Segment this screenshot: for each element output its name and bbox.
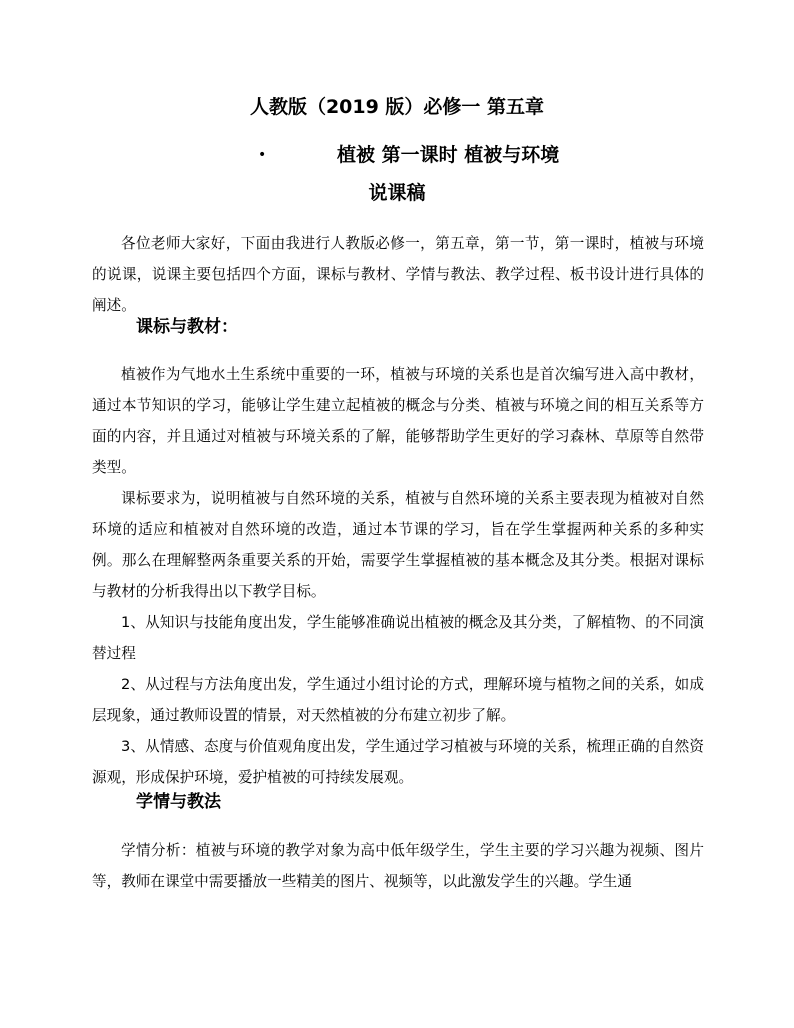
section-heading-learning: 学情与教法 — [136, 792, 221, 812]
goal-item-1: 1、从知识与技能角度出发，学生能够准确说出植被的概念及其分类，了解植物、的不同演替过程 — [92, 613, 704, 662]
lesson-title: 植被 第一课时 植被与环境 — [337, 144, 560, 166]
curriculum-paragraph-1: 植被作为气地水土生系统中重要的一环，植被与环境的关系也是首次编写进入高中教材，通过本节知识的学习，能够让学生建立起植被的概念与分类、植被与环境之间的相互关系等方面的内容，并且通过对植被与环境关系的了解，能够帮助学生更好的学习森林、草原等自然带类型。 — [92, 365, 704, 476]
learning-analysis-paragraph: 学情分析：植被与环境的教学对象为高中低年级学生，学生主要的学习兴趣为视频、图片等，教师在课堂中需要播放一些精美的图片、视频等，以此激发学生的兴趣。学生通 — [92, 841, 704, 890]
section-heading-curriculum: 课标与教材： — [136, 317, 238, 337]
document-type-title: 说课稿 — [368, 182, 426, 204]
goal-item-3: 3、从情感、态度与价值观角度出发，学生通过学习植被与环境的关系，梳理正确的自然资源观，形成保护环境，爱护植被的可持续发展观。 — [92, 737, 704, 786]
document-subtitle — [0, 140, 794, 170]
curriculum-paragraph-2: 课标要求为，说明植被与自然环境的关系，植被与自然环境的关系主要表现为植被对自然环境的适应和植被对自然环境的改造，通过本节课的学习，旨在学生掌握两种关系的多种实例。那么在理解整两条重要关系的开始，需要学生掌握植被的基本概念及其分类。根据对课标与教材的分析我得出以下教学目标。 — [92, 489, 704, 600]
document-title: 人教版（2019 版）必修一 第五章 — [249, 96, 545, 118]
bullet-icon: • — [258, 147, 267, 163]
intro-paragraph: 各位老师大家好，下面由我进行人教版必修一，第五章，第一节，第一课时，植被与环境的说课，说课主要包括四个方面，课标与教材、学情与教法、教学过程、板书设计进行具体的阐述。 — [92, 234, 704, 314]
goal-item-2: 2、从过程与方法角度出发，学生通过小组讨论的方式，理解环境与植物之间的关系，如成层现象，通过教师设置的情景，对天然植被的分布建立初步了解。 — [92, 675, 704, 724]
